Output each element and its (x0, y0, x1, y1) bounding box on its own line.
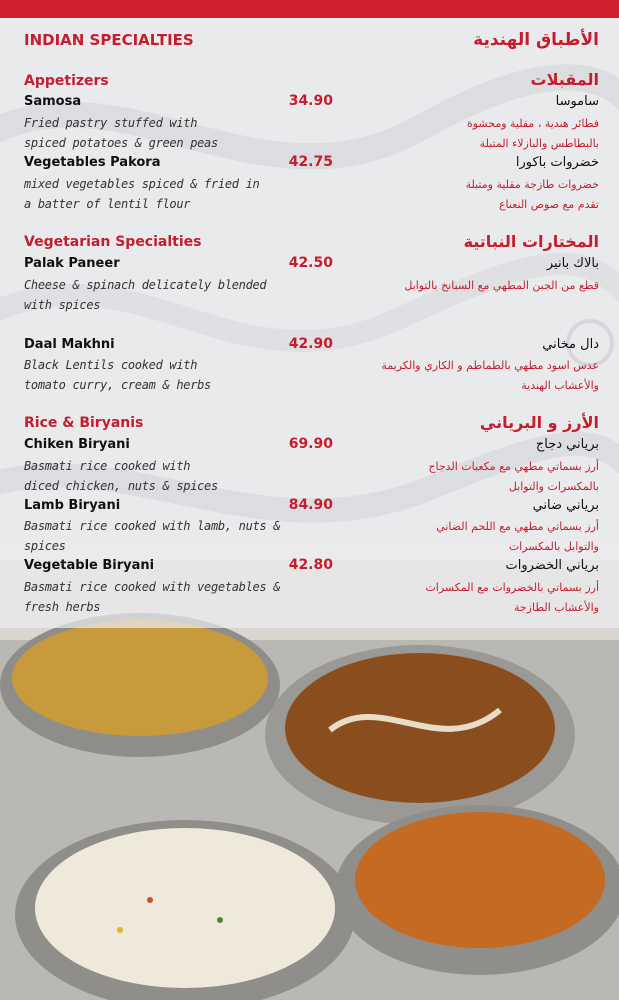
section-heading-appetizers-ar: المقبلات (530, 70, 599, 89)
top-bar (0, 0, 619, 18)
item-desc: diced chicken, nuts & spices (24, 479, 218, 493)
item-desc-ar: فطائر هندية ، مقلية ومحشوة (466, 117, 599, 130)
item-price: 69.90 (288, 436, 333, 452)
item-desc: Black Lentils cooked with (24, 358, 198, 372)
section-heading-rice-ar: الأرز و البرياني (479, 413, 599, 432)
item-name-ar: برياني الخضروات (505, 558, 599, 573)
section-heading-appetizers: Appetizers (24, 73, 109, 89)
item-desc-ar: خضروات طازجة مقلية ومتبلة (465, 178, 599, 191)
item-desc: Basmati rice cooked with vegetables & (24, 580, 281, 594)
item-desc-ar: قطع من الجبن المطهي مع السبانخ بالتوابل (404, 279, 599, 292)
item-desc-ar: عدس اسود مطهي بالطماطم و الكاري والكريمة (381, 359, 599, 372)
item-desc-ar: والتوابل بالمكسرات (508, 540, 599, 553)
item-name-ar: بالاك بانير (546, 256, 599, 271)
item-name: Vegetable Biryani (24, 558, 155, 573)
item-desc: Basmati rice cooked with lamb, nuts & (24, 519, 281, 533)
item-desc: with spices (24, 298, 101, 312)
item-desc-ar: بالبطاطس والبازلاء المتبلة (479, 137, 599, 150)
item-name: Samosa (24, 94, 82, 109)
item-desc-ar: تقدم مع صوص النعناع (498, 198, 599, 211)
item-name: Vegetables Pakora (24, 155, 161, 170)
item-name-ar: ساموسا (555, 94, 599, 109)
item-desc-ar: والأعشاب الهندية (521, 379, 599, 392)
item-price: 42.80 (288, 557, 333, 573)
item-desc: a batter of lentil flour (24, 197, 191, 211)
item-desc-ar: بالمكسرات والتوابل (508, 480, 599, 493)
page-title-arabic: الأطباق الهندية (473, 30, 599, 50)
item-desc-ar: أرز بسماتي مطهي مع مكعبات الدجاج (428, 460, 599, 473)
item-price: 42.50 (288, 255, 333, 271)
item-desc: spices (24, 539, 66, 553)
item-name: Chiken Biryani (24, 437, 130, 452)
section-heading-vegetarian-ar: المختارات النباتية (463, 232, 599, 251)
item-desc: Cheese & spinach delicately blended (24, 278, 267, 292)
page-title: INDIAN SPECIALTIES (24, 31, 194, 49)
item-desc: spiced potatoes & green peas (24, 136, 218, 150)
item-price: 84.90 (288, 497, 333, 513)
section-heading-rice: Rice & Biryanis (24, 415, 144, 431)
background-swirl-pattern (0, 18, 619, 628)
item-price: 42.75 (288, 154, 333, 170)
item-name-ar: خضروات باكورا (515, 155, 599, 170)
item-price: 34.90 (288, 93, 333, 109)
section-heading-vegetarian: Vegetarian Specialties (24, 234, 202, 250)
item-price: 42.90 (288, 336, 333, 352)
item-name-ar: برياني ضاني (532, 498, 599, 513)
item-name-ar: برياني دجاج (535, 437, 599, 452)
item-desc: mixed vegetables spiced & fried in (24, 177, 260, 191)
item-name-ar: دال مخاني (542, 337, 599, 352)
item-desc-ar: والأعشاب الطازجة (513, 601, 599, 614)
item-desc: Fried pastry stuffed with (24, 116, 198, 130)
item-desc-ar: أرز بسماتي بالخضروات مع المكسرات (425, 581, 599, 594)
item-desc: Basmati rice cooked with (24, 459, 191, 473)
item-name: Palak Paneer (24, 256, 120, 271)
item-desc: tomato curry, cream & herbs (24, 378, 211, 392)
item-desc-ar: أرز بسماتي مطهي مع اللحم الضاني (436, 520, 599, 533)
item-name: Lamb Biryani (24, 498, 121, 513)
item-name: Daal Makhni (24, 337, 115, 352)
item-desc: fresh herbs (24, 600, 101, 614)
